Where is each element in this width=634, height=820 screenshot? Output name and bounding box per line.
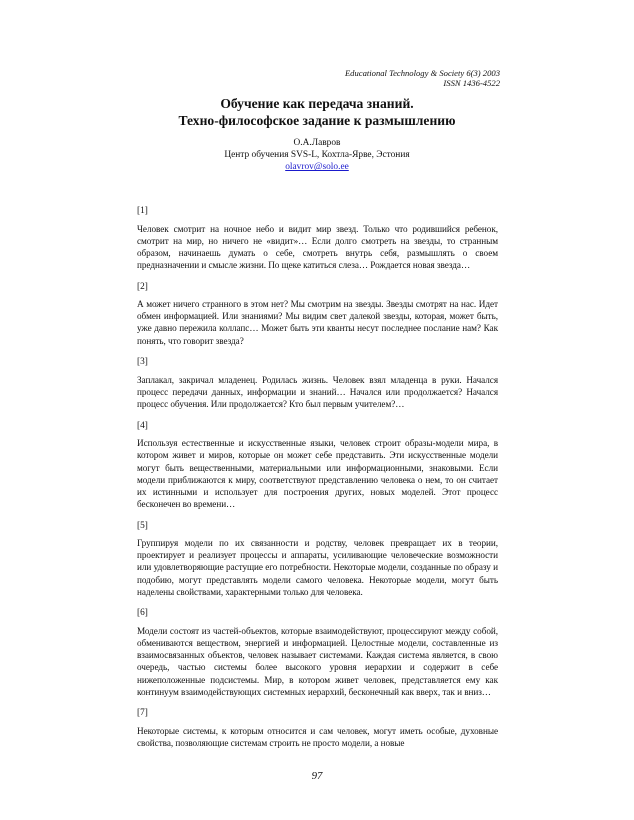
section-paragraph: Некоторые системы, к которым относится и сам человек, могут иметь особые, духовные свойства, позволяющие системам строить не просто модели, а новые: [137, 725, 498, 749]
section-paragraph: Группируя модели по их связанности и родству, человек превращает их в теории, проектирует и реализует процессы и аппараты, усиливающие человеческие возможности или удовлетворяющие растущие его потребности. Некоторые модели, созданные по образу и подобию, могут представлять модели самого человека. Некоторые модели, могут быть наделены свойствами, характерными только для человека.: [137, 538, 498, 597]
section-number: [4]: [137, 420, 148, 431]
section-1: [137, 205, 498, 271]
section-4: [137, 420, 498, 510]
paper-body: [137, 205, 498, 759]
section-2: [137, 281, 498, 347]
section-paragraph: Модели состоят из частей-объектов, которые взаимодействуют, процессируют между собой, обмениваются веществом, энергией и информацией. Целостные модели, составленные из взаимосвязанных объектов, человек называет системами. Каждая система является, в свою очередь, частью системы более высокого уровня иерархии и содержит в себе нижеположенные подсистемы. Мир, в котором живет человек, представляется ему как континуум взаимодействующих системных иерархий, бесконечный как вверх, так и вниз…: [137, 625, 498, 697]
author-affiliation: Центр обучения SVS-L, Кохтла-Ярве, Эстония: [224, 150, 410, 161]
paper-title-line-1: Обучение как передача знаний.: [220, 96, 414, 111]
section-3: [137, 356, 498, 410]
section-number: [7]: [137, 708, 148, 719]
journal-header: [345, 68, 500, 89]
section-number: [1]: [137, 206, 148, 216]
author-email-link[interactable]: olavrov@solo.ee: [285, 162, 349, 173]
journal-citation: Educational Technology & Society 6(3) 2003: [344, 68, 500, 78]
section-7: [137, 707, 498, 749]
section-number: [5]: [137, 520, 148, 531]
author-name: О.А.Лавров: [293, 138, 341, 148]
section-paragraph: Заплакал, закричал младенец. Родилась жизнь. Человек взял младенца в руки. Начался процесс передачи данных, информации и знаний… Начался или продолжается? Начался процесс обучения. Или продолжается? Кто был первым учителем?…: [137, 374, 498, 410]
paper-title: [0, 96, 634, 129]
section-number: [6]: [137, 608, 148, 619]
section-paragraph: А может ничего странного в этом нет? Мы смотрим на звезды. Звезды смотрят на нас. Идет обмен информацией. Или знаниями? Мы видим свет далекой звезды, которая, может быть, уже давно пережила коллапс… Может быть эти кванты несут последнее послание нам? Как понять, что говорит звезда?: [137, 299, 498, 346]
journal-issn: ISSN 1436-4522: [443, 78, 500, 89]
section-number: [3]: [137, 357, 148, 368]
section-number: [2]: [137, 281, 148, 292]
section-paragraph: Человек смотрит на ночное небо и видит мир звезд. Только что родившийся ребенок, смотрит на мир, но ничего не «видит»… Если долго смотреть на звезды, то странным образом, начинаешь думать о себе, смотреть внутрь себя, размышлять о своем предназначении и смысле жизни. По щеке катиться слеза… Рождается новая звезда…: [137, 223, 498, 270]
section-6: [137, 607, 498, 697]
paper-title-line-2: Техно-философское задание к размышлению: [178, 112, 456, 128]
page-number: 97: [311, 770, 323, 782]
section-5: [137, 520, 498, 598]
section-paragraph: Используя естественные и искусственные языки, человек строит образы-модели мира, в котором живет и миров, которые он может себе представить. Эти искусственные модели могут быть вещественными, материальными или информационными, знаковыми. Если модели приближаются к миру, соответствуют представлению человека о нем, то он считает их истинными и использует для построения других, новых моделей. Этот процесс бесконечен во времени…: [137, 438, 498, 509]
author-block: [0, 137, 634, 174]
